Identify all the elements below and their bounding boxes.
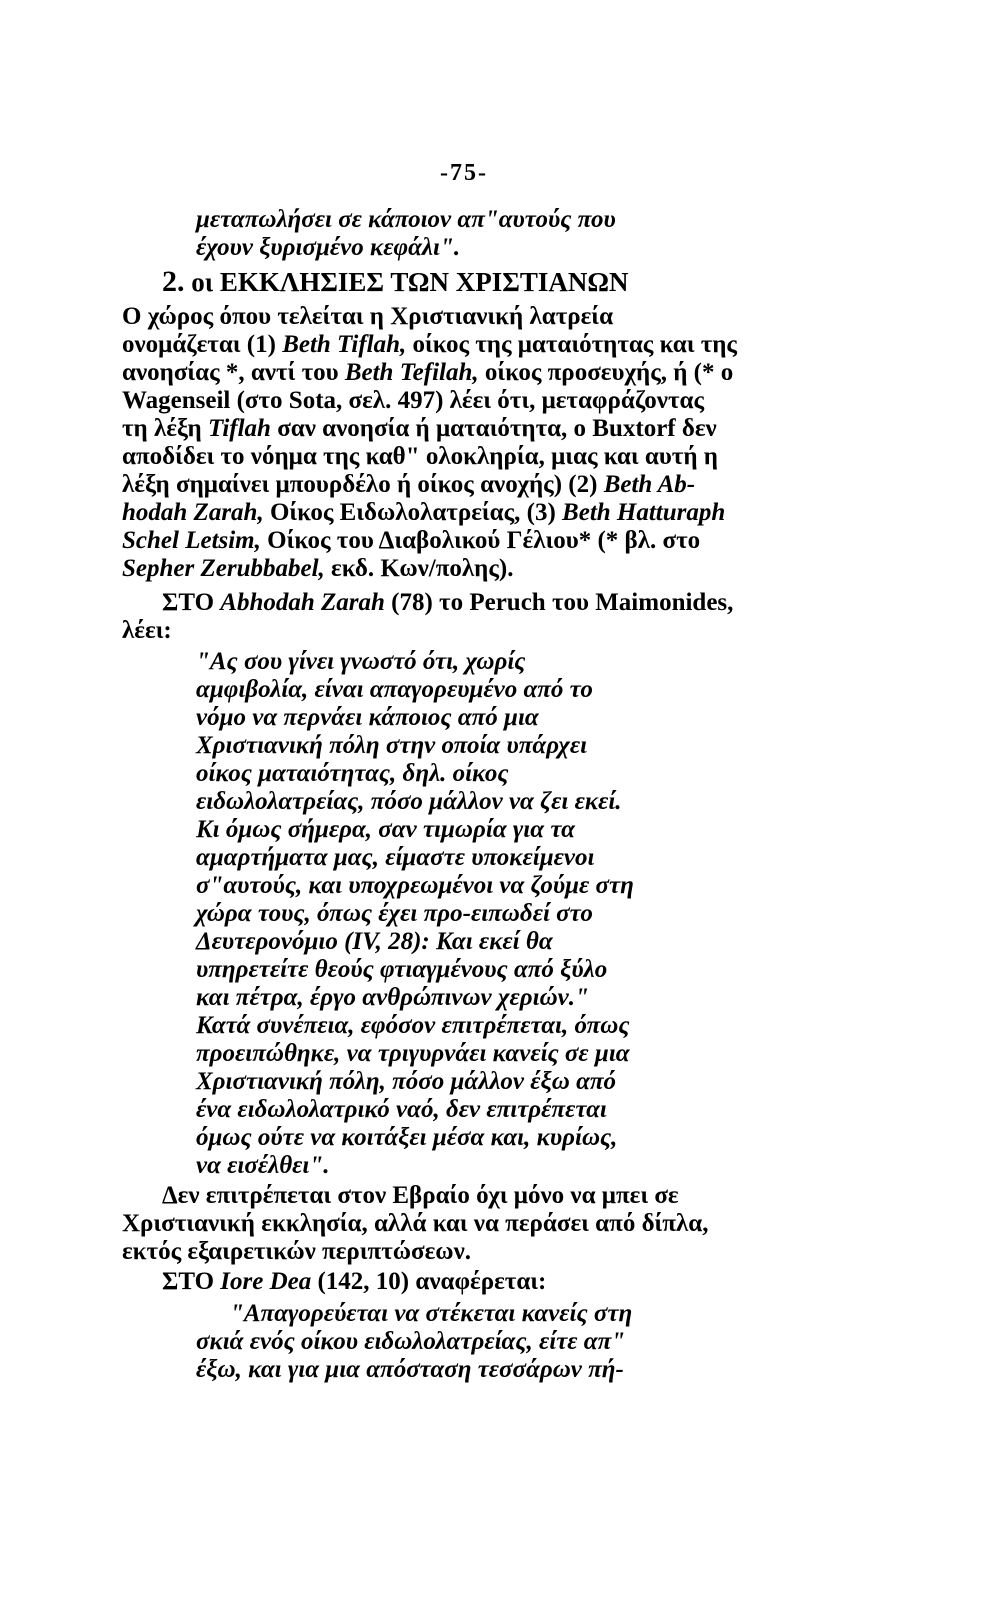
text: Ο χώρος όπου τελείται η Χριστιανική λατρεία [122,303,614,330]
quote-line: αμαρτήματα μας, είμαστε υποκείμενοι [196,844,595,871]
italic-term: Beth Tiflah, [282,331,407,358]
section-title: οι ΕΚΚΛΗΣΙΕΣ ΤΩΝ ΧΡΙΣΤΙΑΝΩΝ [191,267,629,297]
paragraph-line [122,415,824,443]
intro-quote-line: έχουν ξυρισμένο κεφάλι". [196,234,461,261]
paragraph-line [122,443,824,471]
quote-line: αμφιβολία, είναι απαγορευμένο από το [196,676,593,703]
text: λέξη σημαίνει μπουρδέλο ή οίκος ανοχής) (2) [122,471,604,498]
section-number: 2. [162,265,185,298]
italic-term: Beth Tefilah, [344,359,479,386]
paragraph-line: λέει: [122,617,172,644]
text: οίκος προσευχής, ή (* ο [478,359,734,386]
quote-line: νόμο να περνάει κάποιος από μια [196,704,539,731]
quote-line: να εισέλθει". [196,1152,330,1179]
text: εκδ. Κων/πολης). [324,555,514,582]
quote-line: Κι όμως σήμερα, σαν τιμωρία για τα [196,816,575,843]
italic-term: hodah Zarah, [122,499,264,526]
quote-line: χώρα τους, όπως έχει προ-ειπωδεί στο [196,900,593,927]
paragraph-line: Χριστιανική εκκλησία, αλλά και να περάσει από δίπλα, [122,1210,709,1237]
quote-line: οίκος ματαιότητας, δηλ. οίκος [196,760,509,787]
text: Οίκος του Διαβολικού Γέλιου* (* βλ. στο [260,527,701,554]
quote-line: έξω, και για μια απόσταση τεσσάρων πή- [196,1356,624,1383]
quote-line: "Απαγορεύεται να στέκεται κανείς στη [230,1300,633,1327]
page-number: -75- [440,160,488,186]
paragraph-line [122,303,824,331]
quote-line: σκιά ενός οίκου ειδωλολατρείας, είτε απ" [196,1328,626,1355]
quote-line: όμως ούτε να κοιτάξει μέσα και, κυρίως, [196,1124,618,1151]
text: (78) το Peruch του Maimonides, [384,589,734,616]
paragraph-line [122,555,514,583]
paragraph-line: εκτός εξαιρετικών περιπτώσεων. [122,1238,471,1265]
paragraph-line [122,527,824,555]
text: ονομάζεται (1) [122,331,283,358]
text: Wagenseil (στο Sota, σελ. 497) λέει ότι, μεταφράζοντας [122,387,704,414]
quote-line: σ"αυτούς, και υποχρεωμένοι να ζούμε στη [196,872,634,899]
quote-line: υπηρετείτε θεούς φτιαγμένους από ξύλο [196,956,608,983]
quote-line: προειπώθηκε, να τριγυρνάει κανείς σε μια [196,1040,630,1067]
text: σαν ανοησία ή ματαιότητα, ο Buxtorf δεν [270,415,717,442]
text: οίκος της ματαιότητας και της [406,331,737,358]
quote-line: Δευτερονόμιο (IV, 28): Και εκεί θα [196,928,553,955]
italic-term: Abhodah Zarah [220,589,385,616]
paragraph-line [122,471,824,499]
quote-line: ειδωλολατρείας, πόσο μάλλον να ζει εκεί. [196,788,622,815]
paragraph-line [122,359,824,387]
italic-term: Beth Hatturaph [562,499,726,526]
paragraph-line: Δεν επιτρέπεται στον Εβραίο όχι μόνο να μπει σε [162,1182,679,1209]
paragraph-line [122,387,824,415]
paragraph-line [122,499,824,527]
italic-term: Iore Dea [220,1268,312,1295]
quote-line: και πέτρα, έργο ανθρώπινων χεριών." [196,984,589,1011]
text: Οίκος Ειδωλολατρείας, (3) [263,499,563,526]
text: ανοησίας *, αντί του [122,359,345,386]
text: τη λέξη [122,415,208,442]
paragraph-line [162,1268,546,1296]
italic-term: Beth Ab- [603,471,696,498]
quote-line: Χριστιανική πόλη, πόσο μάλλον έξω από [196,1068,617,1095]
italic-term: Schel Letsim, [122,527,261,554]
quote-line: "Ας σου γίνει γνωστό ότι, χωρίς [196,648,526,675]
text: ΣΤΟ [162,589,221,616]
intro-quote-line: μεταπωλήσει σε κάποιον απ"αυτούς που [196,206,616,233]
text: ΣΤΟ [162,1268,221,1295]
italic-term: Sepher Zerubbabel, [122,555,325,582]
text: (142, 10) αναφέρεται: [311,1268,547,1295]
quote-line: Κατά συνέπεια, εφόσον επιτρέπεται, όπως [196,1012,630,1039]
quote-line: ένα ειδωλολατρικό ναό, δεν επιτρέπεται [196,1096,607,1123]
text: αποδίδει το νόημα της καθ" ολοκληρία, μιας και αυτή η [122,443,718,470]
paragraph-line [162,589,733,617]
paragraph-line [122,331,824,359]
quote-line: Χριστιανική πόλη στην οποία υπάρχει [196,732,588,759]
italic-term: Tiflah [207,415,271,442]
section-heading [162,265,629,298]
